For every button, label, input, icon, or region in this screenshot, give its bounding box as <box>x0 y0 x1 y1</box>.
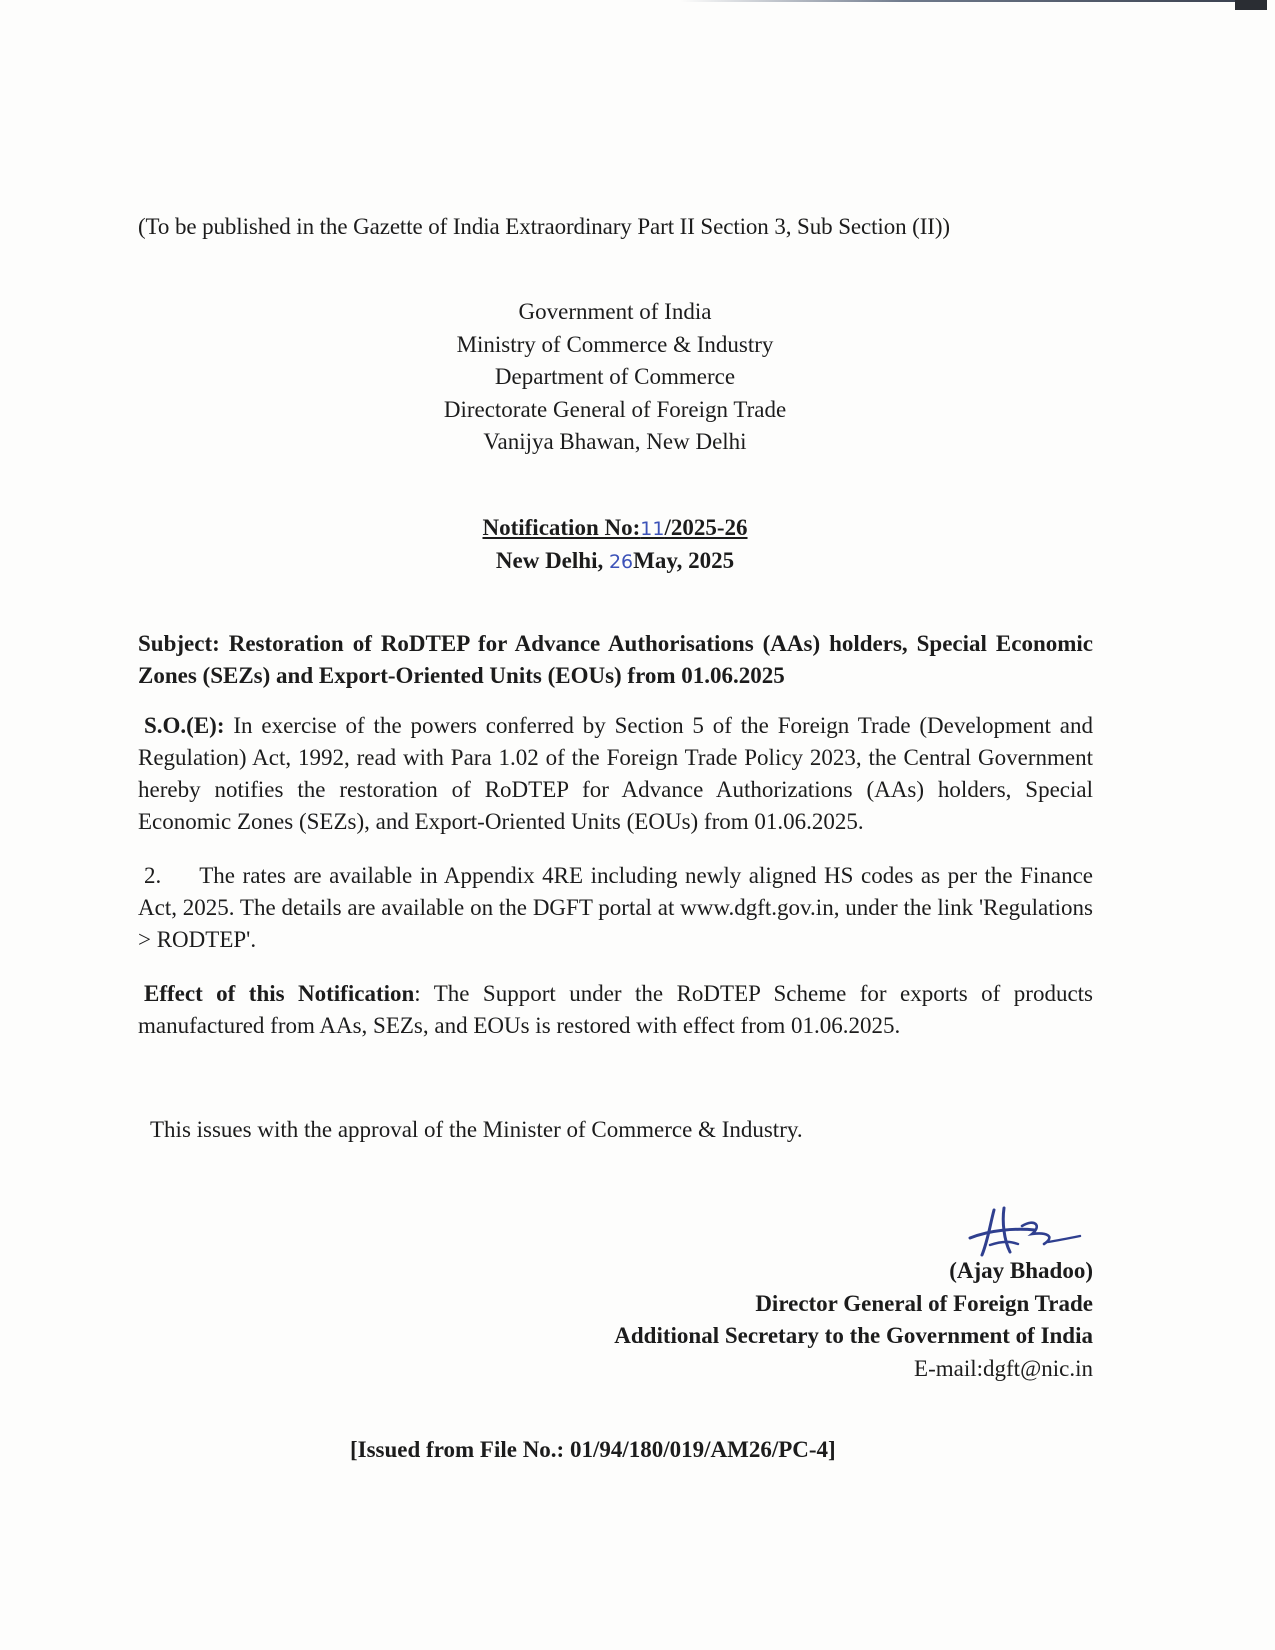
notification-date <box>380 545 850 578</box>
signatory-title-dgft: Director General of Foreign Trade <box>755 1290 1093 1316</box>
so-text: In exercise of the powers conferred by Section 5 of the Foreign Trade (Development and Regulation) Act, 1992, read with Para 1.02 of the Foreign Trade Policy 2023, the Central Government hereby notifies the restoration of RoDTEP for Advance Authorizations (AAs) holders, Special Economic Zones (SEZs), and Export-Oriented Units (EOUs) from 01.06.2025. <box>138 713 1093 834</box>
signatory-name: (Ajay Bhadoo) <box>949 1258 1093 1283</box>
address-line-directorate: Directorate General of Foreign Trade <box>443 396 787 422</box>
effect-label: Effect of this Notification <box>144 981 415 1006</box>
subject-line: Subject: Restoration of RoDTEP for Advance Authorisations (AAs) holders, Special Economic Zones (SEZs) and Export-Oriented Units (EOUs) from 01.06.2025 <box>138 631 1093 688</box>
handwritten-signature <box>960 1200 1090 1260</box>
notification-date-handwritten: 26 <box>608 551 634 573</box>
file-number: [Issued from File No.: 01/94/180/019/AM26/PC-4] <box>350 1437 836 1462</box>
signatory-title-secretary: Additional Secretary to the Government of India <box>614 1323 1093 1348</box>
notification-number <box>380 512 850 545</box>
notification-date-suffix: May, 2025 <box>633 548 735 573</box>
notification-number-prefix: Notification No: <box>482 515 641 540</box>
address-line-location: Vanijya Bhawan, New Delhi <box>483 429 747 454</box>
notification-date-prefix: New Delhi, <box>495 548 604 573</box>
rates-text: The rates are available in Appendix 4RE including newly aligned HS codes as per the Finance Act, 2025. The details are available on the DGFT portal at www.dgft.gov.in, under the link 'Regulations > RODTEP'. <box>138 863 1093 952</box>
scan-corner-artifact <box>1235 0 1267 10</box>
paragraph-rates <box>138 860 1093 956</box>
notification-header <box>380 512 850 578</box>
signatory-email: E-mail:dgft@nic.in <box>914 1355 1093 1381</box>
paragraph-statutory-order <box>138 710 1093 838</box>
paragraph-effect <box>138 978 1093 1042</box>
effect-text: : The Support under the RoDTEP Scheme for exports of products manufactured from AAs, SEZs, and EOUs is restored with effect from 01.06.2025. <box>138 981 1093 1038</box>
scan-edge-artifact <box>680 0 1240 2</box>
address-line-department: Department of Commerce <box>494 364 736 389</box>
so-label: S.O.(E): <box>144 713 225 738</box>
approval-statement: This issues with the approval of the Minister of Commerce & Industry. <box>150 1117 803 1142</box>
gazette-publication-note: (To be published in the Gazette of India Extraordinary Part II Section 3, Sub Section (II)) <box>138 214 950 239</box>
notification-number-suffix: /2025-26 <box>664 515 748 540</box>
address-line-ministry: Ministry of Commerce & Industry <box>456 331 774 357</box>
signatory-block <box>614 1255 1093 1385</box>
address-line-government: Government of India <box>518 299 712 324</box>
paragraph-number: 2. <box>144 863 162 888</box>
notification-number-handwritten: 11 <box>640 518 665 540</box>
issuing-authority-address <box>380 296 850 459</box>
